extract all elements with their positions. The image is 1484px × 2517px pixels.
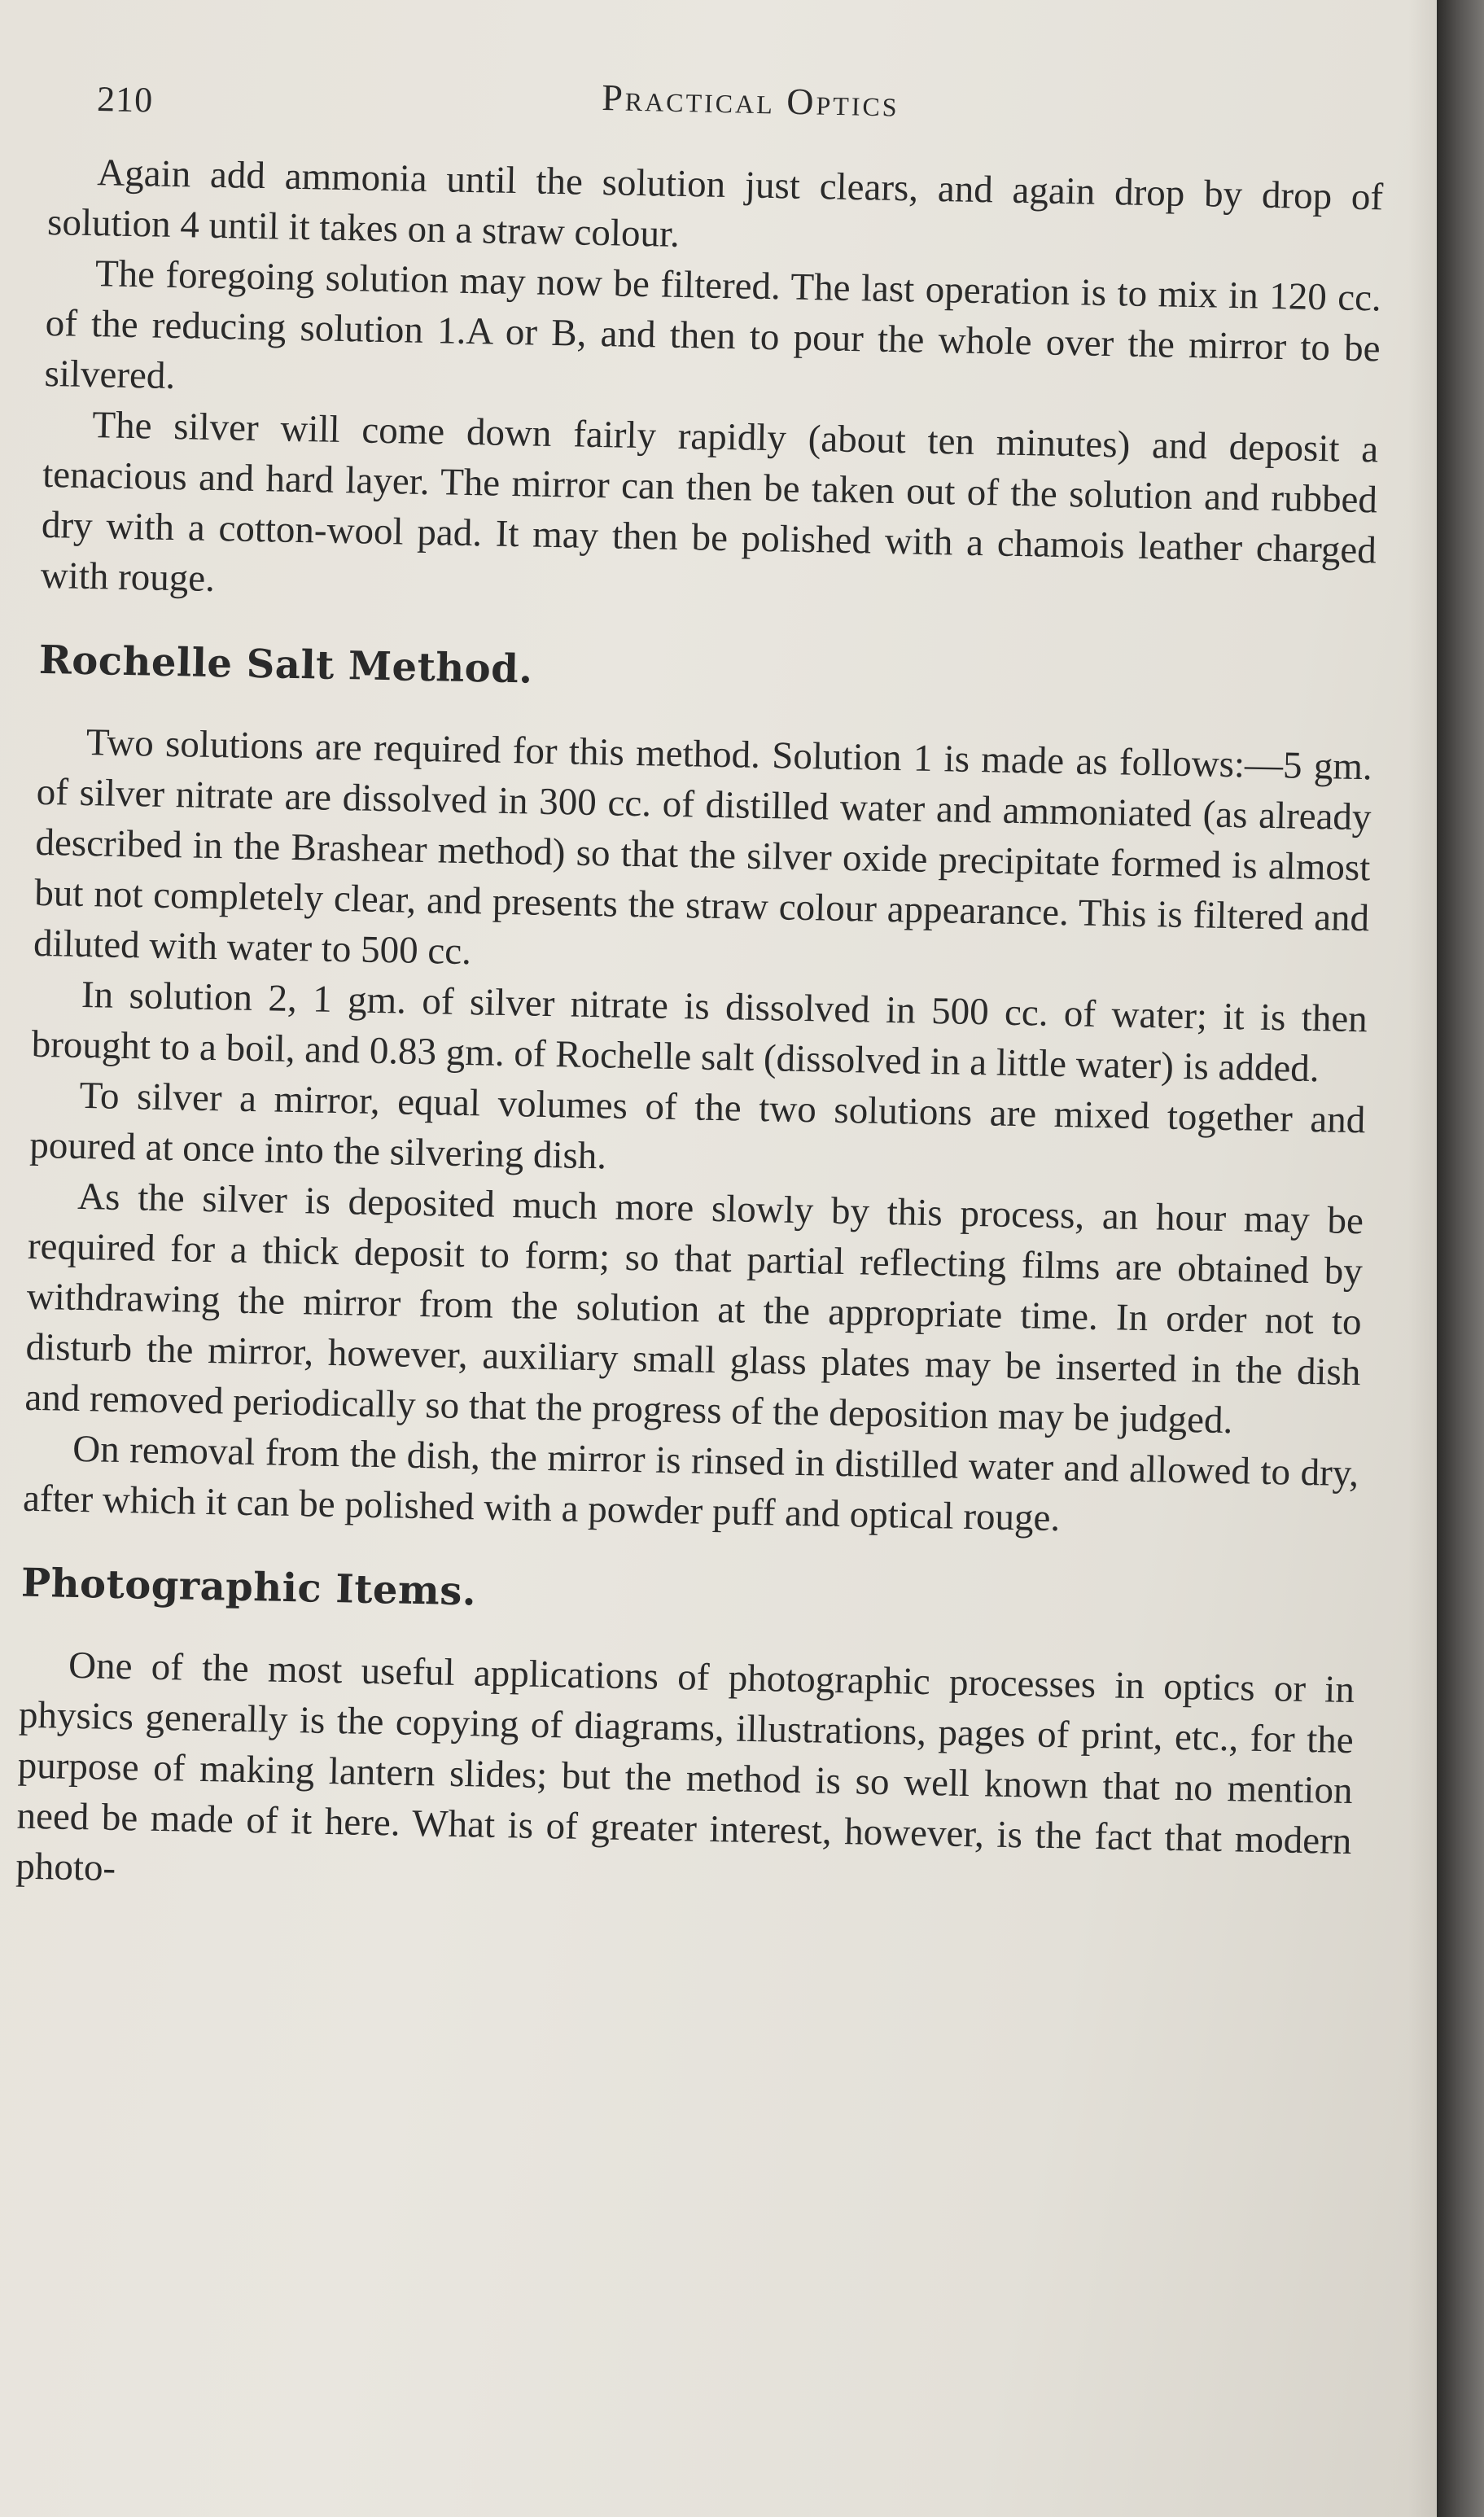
- page-edge-shadow: [1408, 0, 1437, 2517]
- paragraph: One of the most useful applications of photographic processes in optics or in physics generally is the copying of diagrams, illustrations, pages of print, etc., for the purpose of making lantern slides; but the method is so well known that no mention need be made of it here. What is of greater interest, however, is the fact that modern photo-: [15, 1644, 1355, 1889]
- paragraph: The silver will come down fairly rapidly (about ten minutes) and deposit a tenacious and hard layer. The mirror can then be taken out of the solution and rubbed dry with a cotton-wool pad. It may then be polished with a chamois leather charged with rouge.: [40, 404, 1379, 601]
- paragraph: On removal from the dish, the mirror is rinsed in distilled water and allowed to dry, after which it can be polished with a powder puff and optical rouge.: [22, 1427, 1359, 1540]
- body-text: [15, 147, 1384, 1917]
- paragraph: As the silver is deposited much more slowly by this process, an hour may be required for a thick deposit to form; so that partial reflecting films are obtained by withdrawing the mirror from the solution at the appropriate time. In order not to disturb the mirror, however, auxiliary small glass plates may be inserted in the dish and removed periodically so that the progress of the deposition may be judged.: [24, 1175, 1364, 1442]
- paragraph: Two solutions are required for this method. Solution 1 is made as follows:—5 gm. of silver nitrate are dissolved in 300 cc. of distilled water and ammoniated (as already described in the Brashear method) so that the silver oxide precipitate formed is almost but not completely clear, and presents the straw colour appearance. This is filtered and diluted with water to 500 cc.: [33, 721, 1373, 974]
- section-heading-rochelle: Rochelle Salt Method.: [38, 637, 534, 693]
- book-spine-gutter: [1437, 0, 1484, 2517]
- page-header-title: Practical Optics: [601, 76, 900, 125]
- paragraph: In solution 2, 1 gm. of silver nitrate is dissolved in 500 cc. of water; it is then brought to a boil, and 0.83 gm. of Rochelle salt (dissolved in a little water) is added.: [31, 973, 1368, 1091]
- section-heading-photographic: Photographic Items.: [20, 1560, 477, 1615]
- paragraph: The foregoing solution may now be filtered. The last operation is to mix in 120 cc. of the reducing solution 1.A or B, and then to pour the whole over the mirror to be silvered.: [44, 252, 1382, 398]
- paragraph: Again add ammonia until the solution just clears, and again drop by drop of solution 4 until it takes on a straw colour.: [46, 151, 1384, 256]
- running-head: [96, 65, 1335, 164]
- paragraph: To silver a mirror, equal volumes of the two solutions are mixed together and poured at once into the silvering dish.: [28, 1074, 1366, 1178]
- page-number: 210: [96, 78, 154, 120]
